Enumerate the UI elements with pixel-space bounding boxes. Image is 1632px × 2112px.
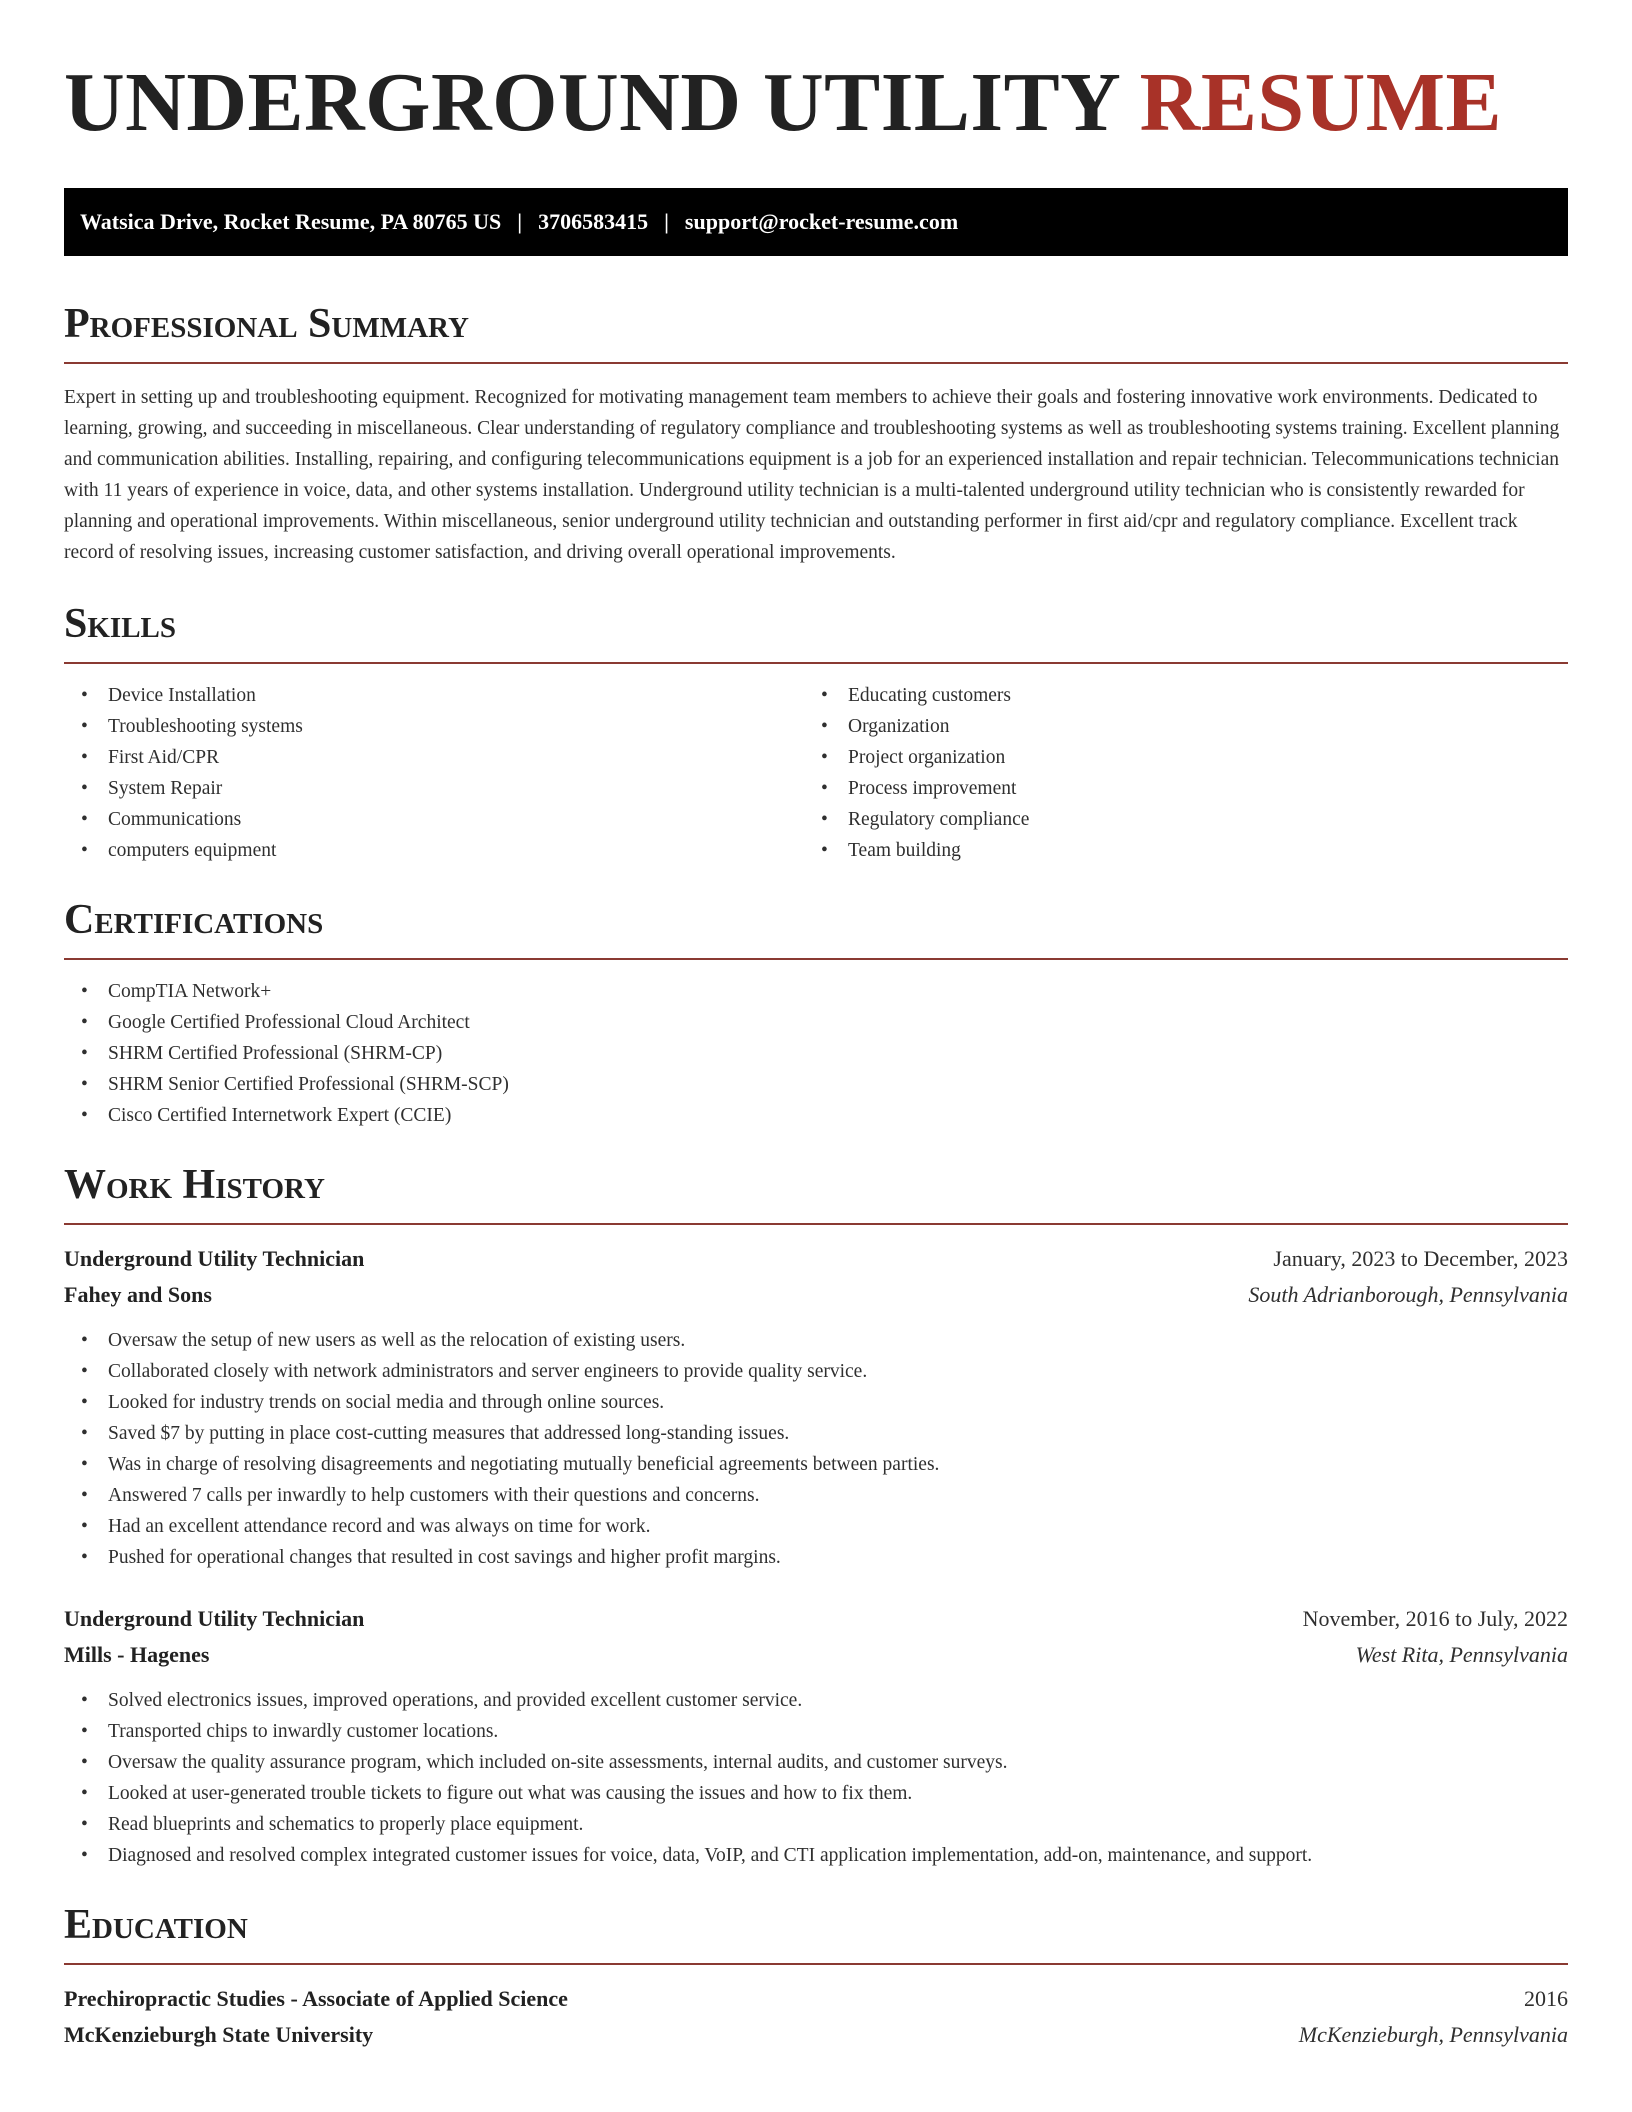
certification-item: • Google Certified Professional Cloud Architect: [64, 1007, 1568, 1038]
section-divider: [64, 1223, 1568, 1225]
certifications-heading: Certifications: [64, 897, 324, 943]
job-dates: January, 2023 to December, 2023: [1273, 1246, 1568, 1271]
skills-left-list: [64, 680, 804, 866]
skill-item: • System Repair: [64, 773, 804, 804]
job-location: West Rita, Pennsylvania: [1355, 1642, 1568, 1667]
skill-item: • Process improvement: [804, 773, 1544, 804]
job-bullet: • Pushed for operational changes that resulted in cost savings and higher profit margins.: [64, 1542, 1568, 1573]
contact-bar: [64, 188, 1568, 256]
job-bullet: • Looked for industry trends on social media and through online sources.: [64, 1387, 1568, 1418]
job-bullet: • Saved $7 by putting in place cost-cutting measures that addressed long-standing issues.: [64, 1418, 1568, 1449]
job-dates: November, 2016 to July, 2022: [1302, 1606, 1568, 1631]
job-bullet: • Oversaw the quality assurance program, which included on-site assessments, internal audits, and customer surveys.: [64, 1747, 1568, 1778]
education-school-row: [64, 2017, 1568, 2053]
job-company-row: [64, 1277, 1568, 1313]
contact-email: support@rocket-resume.com: [684, 209, 959, 234]
job-bullet: • Collaborated closely with network administrators and server engineers to provide quality service.: [64, 1356, 1568, 1387]
education-entry: [64, 1981, 1568, 2053]
skill-item: • Device Installation: [64, 680, 804, 711]
skill-item: • Troubleshooting systems: [64, 711, 804, 742]
skill-item: • Educating customers: [804, 680, 1544, 711]
certifications-list: [64, 976, 1568, 1131]
education-school: McKenzieburgh State University: [64, 2022, 374, 2047]
contact-separator: |: [517, 209, 523, 234]
education-degree: Prechiropractic Studies - Associate of Applied Science: [64, 1986, 568, 2011]
job-company: Mills - Hagenes: [64, 1642, 210, 1667]
section-divider: [64, 662, 1568, 664]
job-bullet: • Transported chips to inwardly customer locations.: [64, 1716, 1568, 1747]
skills-heading: Skills: [64, 601, 177, 647]
job-bullet: • Diagnosed and resolved complex integrated customer issues for voice, data, VoIP, and CTI application implementation, add-on, maintenance, and support.: [64, 1840, 1568, 1871]
job-header-row: [64, 1601, 1568, 1637]
job-company: Fahey and Sons: [64, 1282, 212, 1307]
job-bullet-list: [64, 1685, 1568, 1871]
job-bullet: • Answered 7 calls per inwardly to help customers with their questions and concerns.: [64, 1480, 1568, 1511]
job-location: South Adrianborough, Pennsylvania: [1248, 1282, 1568, 1307]
skills-section: [64, 600, 1568, 866]
job-entry: [64, 1241, 1568, 1573]
skill-item: • First Aid/CPR: [64, 742, 804, 773]
skill-item: • Organization: [804, 711, 1544, 742]
education-header-row: [64, 1981, 1568, 2017]
job-bullet-list: [64, 1325, 1568, 1573]
job-company-row: [64, 1637, 1568, 1673]
certifications-section: [64, 896, 1568, 1131]
job-header-row: [64, 1241, 1568, 1277]
contact-address: Watsica Drive, Rocket Resume, PA 80765 US: [80, 209, 502, 234]
certification-item: • SHRM Certified Professional (SHRM-CP): [64, 1038, 1568, 1069]
education-heading: Education: [64, 1902, 248, 1948]
summary-heading: Professional Summary: [64, 301, 469, 347]
skill-item: • Regulatory compliance: [804, 804, 1544, 835]
skill-item: • computers equipment: [64, 835, 804, 866]
resume-title: [64, 0, 1568, 148]
summary-section: [64, 300, 1568, 568]
skill-item: • Project organization: [804, 742, 1544, 773]
summary-text: Expert in setting up and troubleshooting equipment. Recognized for motivating management team members to achieve their goals and fostering innovative work environments. Dedicated to learning, growing, and succeeding in miscellaneous. Clear understanding of regulatory compliance and troubleshooting systems as well as troubleshooting systems training. Excellent planning and communication abilities. Installing, repairing, and configuring telecommunications equipment is a job for an experienced installation and repair technician. Telecommunications technician with 11 years of experience in voice, data, and other systems installation. Underground utility technician is a multi-talented underground utility technician who is consistently rewarded for planning and operational improvements. Within miscellaneous, senior underground utility technician and outstanding performer in first aid/cpr and regulatory compliance. Excellent track record of resolving issues, increasing customer satisfaction, and driving overall operational improvements.: [64, 387, 1560, 563]
education-location: McKenzieburgh, Pennsylvania: [1298, 2022, 1568, 2047]
skills-right-list: [804, 680, 1544, 866]
title-main: UNDERGROUND UTILITY: [64, 56, 1119, 149]
job-bullet: • Was in charge of resolving disagreements and negotiating mutually beneficial agreements between parties.: [64, 1449, 1568, 1480]
job-bullet: • Read blueprints and schematics to properly place equipment.: [64, 1809, 1568, 1840]
job-entry: [64, 1601, 1568, 1871]
education-year: 2016: [1524, 1986, 1568, 2011]
job-bullet: • Looked at user-generated trouble tickets to figure out what was causing the issues and how to fix them.: [64, 1778, 1568, 1809]
job-bullet: • Oversaw the setup of new users as well as the relocation of existing users.: [64, 1325, 1568, 1356]
section-divider: [64, 958, 1568, 960]
job-bullet: • Had an excellent attendance record and was always on time for work.: [64, 1511, 1568, 1542]
skills-grid: [64, 680, 1568, 866]
contact-separator: |: [664, 209, 669, 234]
job-title: Underground Utility Technician: [64, 1246, 365, 1271]
certification-item: • SHRM Senior Certified Professional (SHRM-SCP): [64, 1069, 1568, 1100]
skill-item: • Communications: [64, 804, 804, 835]
section-divider: [64, 1963, 1568, 1965]
title-accent: RESUME: [1139, 56, 1503, 149]
work-history-heading: Work History: [64, 1162, 325, 1208]
section-divider: [64, 362, 1568, 364]
contact-phone: 3706583415: [538, 209, 649, 234]
education-section: [64, 1901, 1568, 2053]
job-bullet: • Solved electronics issues, improved operations, and provided excellent customer service.: [64, 1685, 1568, 1716]
job-title: Underground Utility Technician: [64, 1606, 365, 1631]
work-history-section: [64, 1161, 1568, 1871]
certification-item: • CompTIA Network+: [64, 976, 1568, 1007]
certification-item: • Cisco Certified Internetwork Expert (CCIE): [64, 1100, 1568, 1131]
skill-item: • Team building: [804, 835, 1544, 866]
